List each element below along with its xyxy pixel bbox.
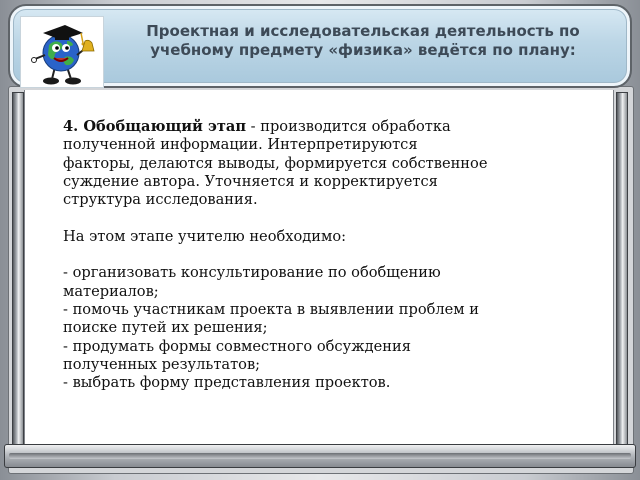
intro-line: полученной информации. Интерпретируются bbox=[63, 136, 418, 154]
logo-box bbox=[20, 16, 104, 88]
stage-heading: 4. Обобщающий этап bbox=[63, 118, 247, 135]
task-line: поиске путей их решения; bbox=[63, 319, 268, 337]
bottom-frame-bar bbox=[4, 444, 636, 468]
task-line: материалов; bbox=[63, 282, 159, 300]
task-line: - выбрать форму представления проектов. bbox=[63, 374, 391, 392]
intro-rest: - производится обработка bbox=[246, 118, 451, 135]
intro-line: суждение автора. Уточняется и корректируется bbox=[63, 172, 438, 190]
header-banner bbox=[8, 4, 632, 88]
body-text bbox=[63, 118, 533, 392]
task-line: - организовать консультирование по обобщению bbox=[63, 264, 441, 282]
page-title bbox=[120, 22, 606, 60]
content-panel bbox=[24, 90, 614, 446]
spacer bbox=[63, 246, 533, 264]
intro-line: структура исследования. bbox=[63, 191, 258, 209]
spacer bbox=[63, 209, 533, 227]
intro-first-line bbox=[63, 118, 533, 136]
left-frame-post bbox=[12, 92, 24, 450]
right-frame-post bbox=[616, 92, 628, 450]
title-line-1: Проектная и исследовательская деятельность по bbox=[146, 22, 580, 40]
task-line: - продумать формы совместного обсуждения bbox=[63, 337, 411, 355]
task-line: - помочь участникам проекта в выявлении проблем и bbox=[63, 300, 480, 318]
title-line-2: учебному предмету «физика» ведётся по плану: bbox=[150, 41, 576, 59]
globe-mascot-graduate-icon bbox=[21, 17, 103, 87]
intro-line: факторы, делаются выводы, формируется собственное bbox=[63, 154, 488, 172]
teacher-note: На этом этапе учителю необходимо: bbox=[63, 227, 347, 245]
task-line: полученных результатов; bbox=[63, 355, 261, 373]
